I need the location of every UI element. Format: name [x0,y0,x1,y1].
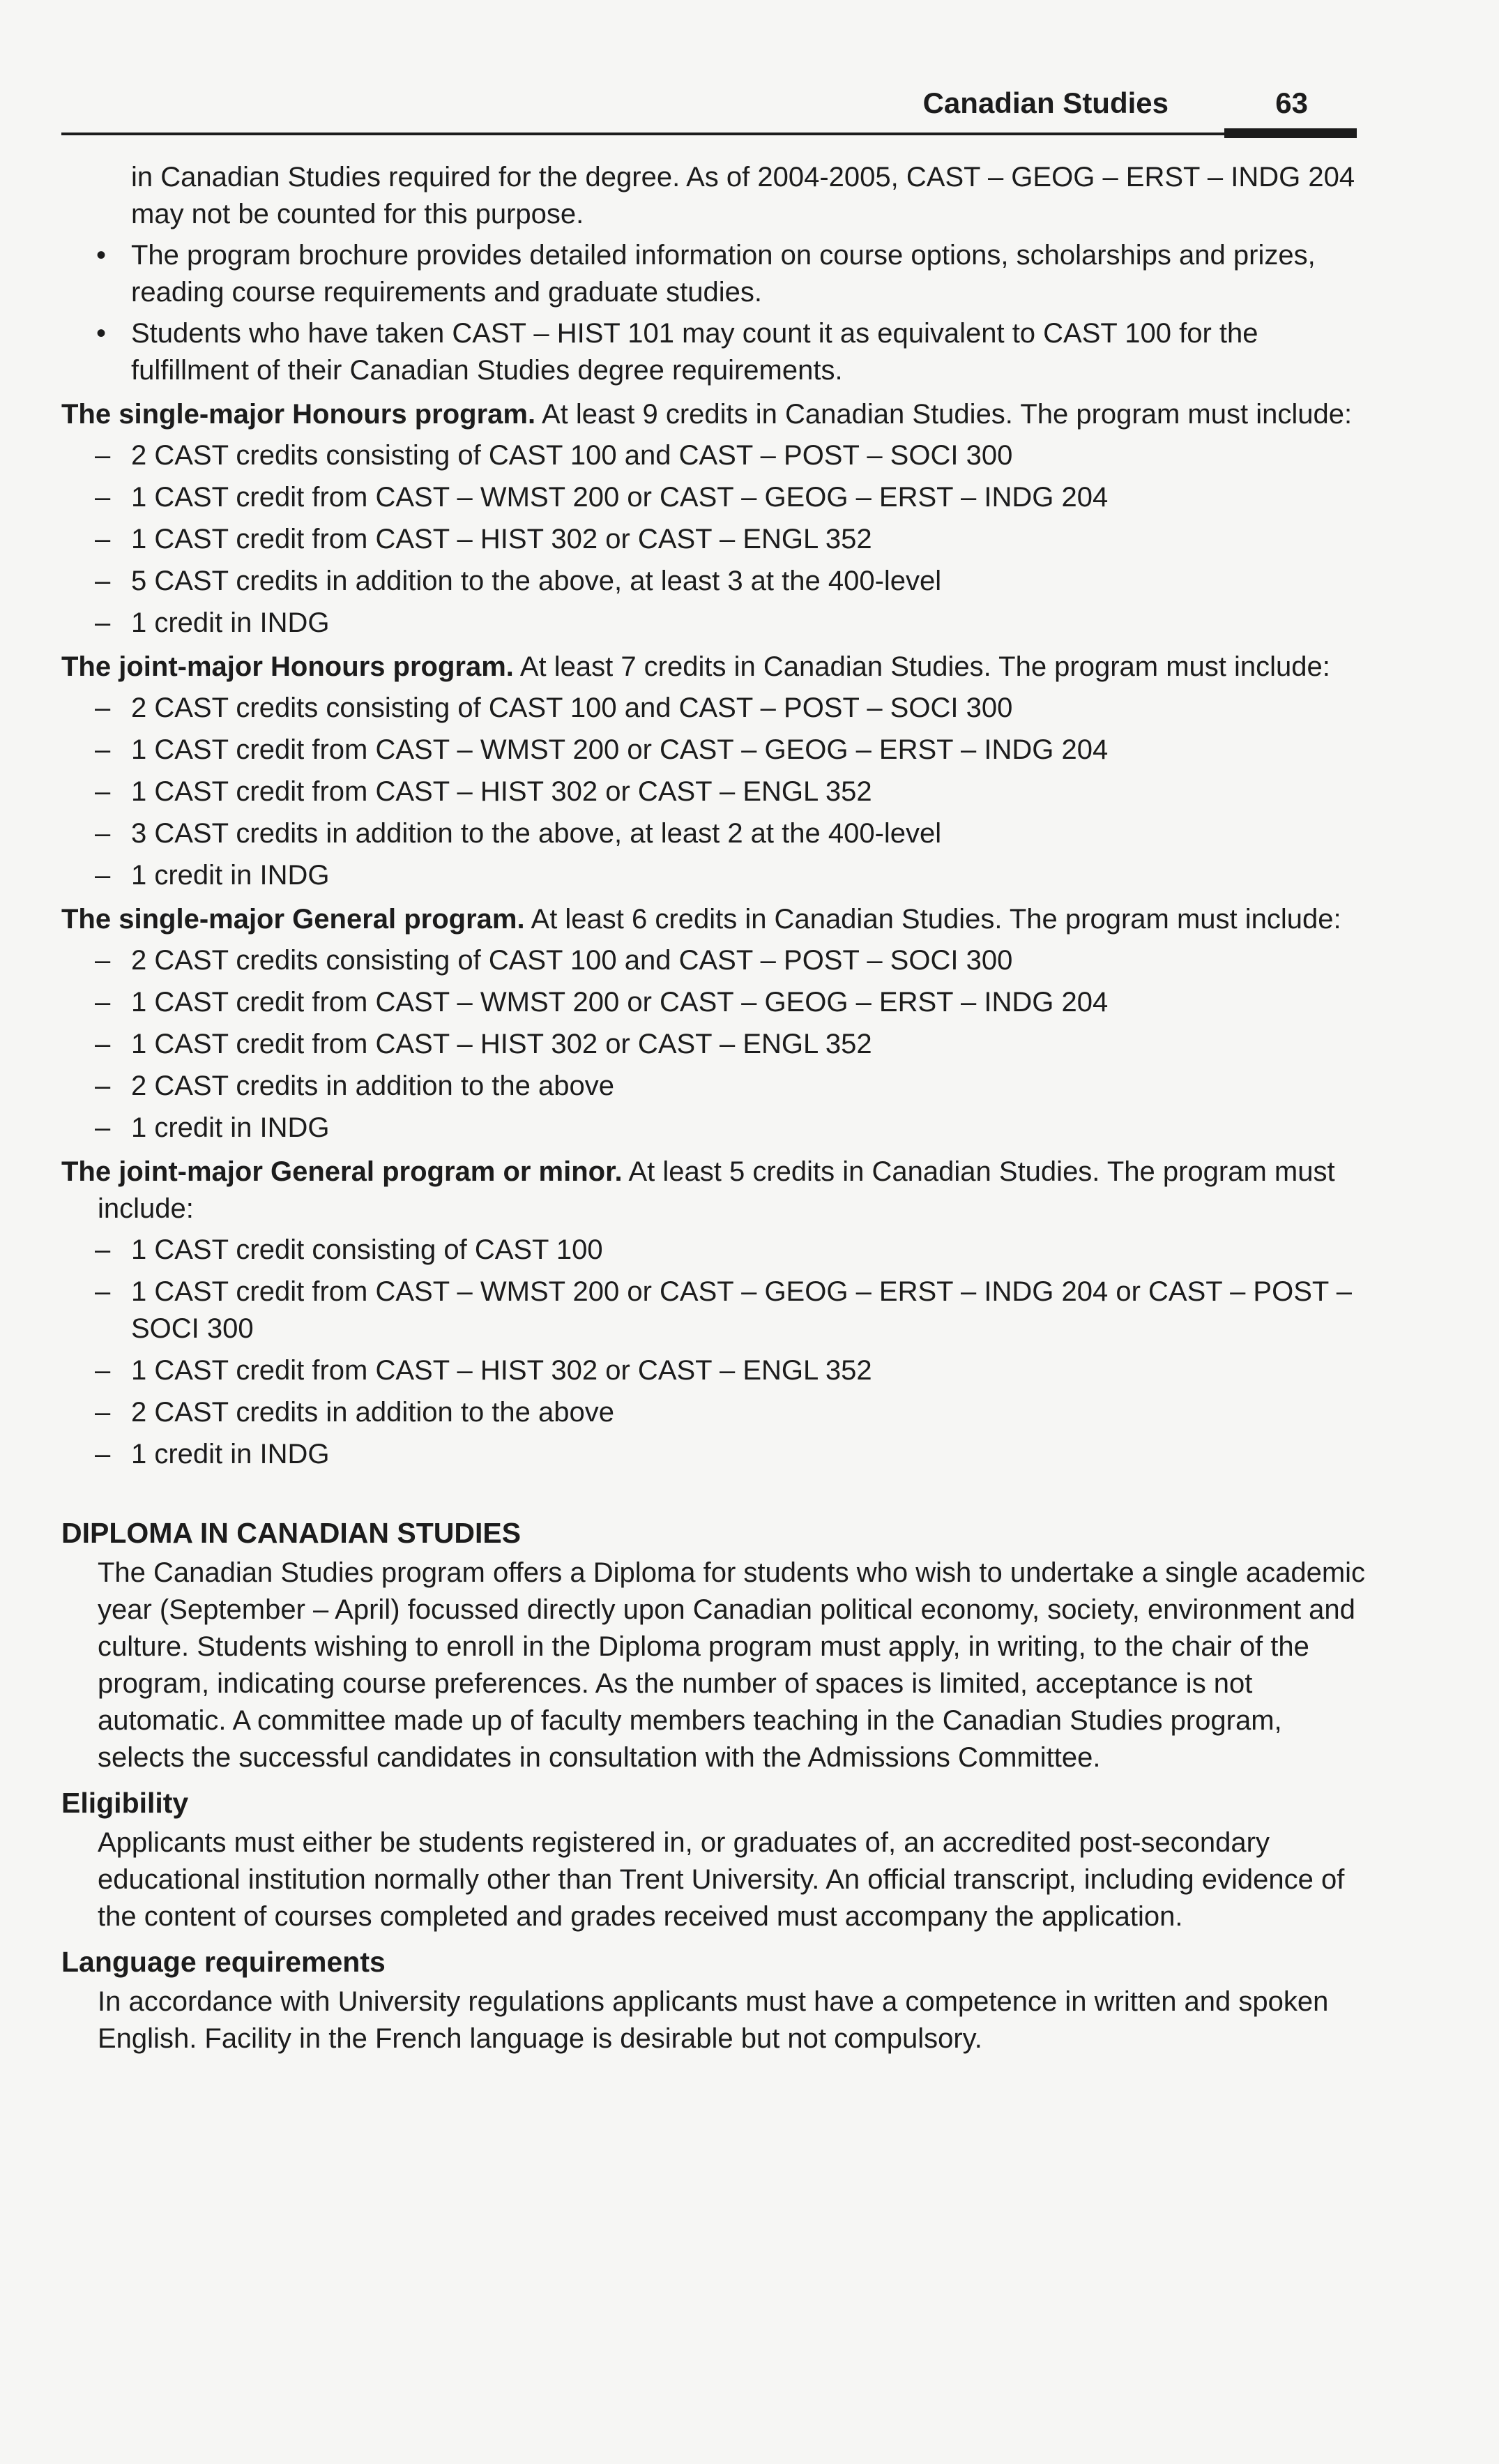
requirement-list [61,690,1372,894]
dash-icon: – [95,776,111,807]
diploma-body: The Canadian Studies program offers a Diploma for students who wish to undertake a single academic year (September – April) focussed directly upon Canadian political economy, society, environment and culture. Students wishing to enroll in the Diploma program must apply, in writing, to the chair of the program, indicating course preferences. As the number of spaces is limited, acceptance is not automatic. A committee made up of faculty members teaching in the Canadian Studies program, selects the successful candidates in consultation with the Admissions Committee. [98,1557,1366,1773]
program-summary: At least 5 credits in Canadian Studies. The program must include: [98,1156,1335,1224]
list-item [61,237,1372,311]
dash-icon: – [95,1397,111,1428]
dash-icon: – [95,987,111,1018]
requirement-text: 1 CAST credit from CAST – HIST 302 or CAST – ENGL 352 [131,1029,872,1059]
dash-icon: – [95,607,111,638]
list-item [61,315,1372,389]
list-item [61,1026,1372,1063]
program-summary: At least 7 credits in Canadian Studies. The program must include: [519,651,1330,682]
list-item [61,1232,1372,1269]
page-header [61,84,1357,139]
list-item [61,857,1372,894]
list-item [61,690,1372,727]
program-summary: At least 9 credits in Canadian Studies. The program must include: [541,399,1353,430]
list-item [61,815,1372,852]
intro-bullet-list [61,237,1372,389]
list-item [61,605,1372,642]
dash-icon: – [95,524,111,554]
eligibility-heading: Eligibility [61,1787,189,1819]
requirement-text: 1 credit in INDG [131,1439,330,1469]
program-heading [61,901,1372,938]
intro-continued-text: in Canadian Studies required for the degree. As of 2004-2005, CAST – GEOG – ERST – INDG 204 may not be counted for this purpose. [131,162,1355,229]
dash-icon: – [95,566,111,596]
requirement-list [61,1232,1372,1473]
requirement-text: 1 CAST credit from CAST – WMST 200 or CAST – GEOG – ERST – INDG 204 [131,734,1109,765]
requirement-text: 2 CAST credits in addition to the above [131,1071,615,1101]
requirement-text: 2 CAST credits consisting of CAST 100 and CAST – POST – SOCI 300 [131,693,1013,723]
dash-icon: – [95,1276,111,1307]
list-item [61,1352,1372,1389]
program-joint-major-honours [61,649,1372,894]
list-item [61,479,1372,516]
page-content [61,159,1372,2057]
bullet-text: The program brochure provides detailed information on course options, scholarships and prizes, reading course requirements and graduate studies. [131,240,1316,308]
requirement-text: 5 CAST credits in addition to the above, at least 3 at the 400-level [131,566,942,596]
running-title: Canadian Studies [922,86,1169,119]
program-heading [61,1154,1372,1227]
requirement-text: 2 CAST credits in addition to the above [131,1397,615,1428]
requirement-text: 1 credit in INDG [131,860,330,891]
requirement-text: 1 CAST credit from CAST – WMST 200 or CAST – GEOG – ERST – INDG 204 [131,482,1109,513]
program-joint-major-general-or-minor [61,1154,1372,1473]
language-body: In accordance with University regulations applicants must have a competence in written and spoken English. Facility in the French language is desirable but not compulsory. [98,1986,1329,2054]
dash-icon: – [95,1234,111,1265]
header-rule [61,133,1357,135]
dash-icon: – [95,1355,111,1386]
program-heading [61,396,1372,433]
dash-icon: – [95,1439,111,1469]
program-single-major-honours [61,396,1372,642]
program-title: The joint-major Honours program. [61,651,514,682]
header-tab-marker [1224,128,1357,138]
bullet-text: Students who have taken CAST – HIST 101 may count it as equivalent to CAST 100 for the fulfillment of their Canadian Studies degree requirements. [131,318,1258,386]
list-item [61,521,1372,558]
requirement-text: 1 credit in INDG [131,1112,330,1143]
requirement-text: 3 CAST credits in addition to the above, at least 2 at the 400-level [131,818,942,849]
requirement-text: 1 credit in INDG [131,607,330,638]
list-item [61,563,1372,600]
program-title: The joint-major General program or minor. [61,1156,623,1187]
dash-icon: – [95,818,111,849]
list-item [61,942,1372,979]
requirement-text: 1 CAST credit from CAST – HIST 302 or CAST – ENGL 352 [131,776,872,807]
dash-icon: – [95,482,111,513]
bullet-icon: • [96,240,107,271]
requirement-list [61,437,1372,642]
language-heading: Language requirements [61,1946,386,1978]
diploma-heading: DIPLOMA IN CANADIAN STUDIES [61,1517,522,1549]
list-item [61,1394,1372,1431]
requirement-text: 1 CAST credit from CAST – WMST 200 or CAST – GEOG – ERST – INDG 204 or CAST – POST – SOCI 300 [131,1276,1352,1344]
dash-icon: – [95,1029,111,1059]
requirement-text: 1 CAST credit from CAST – WMST 200 or CAST – GEOG – ERST – INDG 204 [131,987,1109,1018]
list-item [61,437,1372,474]
requirement-list [61,942,1372,1147]
list-item [61,773,1372,810]
requirement-text: 2 CAST credits consisting of CAST 100 and CAST – POST – SOCI 300 [131,945,1013,976]
dash-icon: – [95,440,111,471]
list-item [61,1068,1372,1105]
list-item [61,1436,1372,1473]
program-title: The single-major General program. [61,904,525,935]
eligibility-body: Applicants must either be students registered in, or graduates of, an accredited post-secondary educational institution normally other than Trent University. An official transcript, including evidence of the content of courses completed and grades received must accompany the application. [98,1827,1345,1932]
bullet-icon: • [96,318,107,349]
list-item [61,984,1372,1021]
program-heading [61,649,1372,686]
dash-icon: – [95,1112,111,1143]
dash-icon: – [95,1071,111,1101]
list-item [61,1273,1372,1347]
dash-icon: – [95,693,111,723]
dash-icon: – [95,945,111,976]
requirement-text: 1 CAST credit consisting of CAST 100 [131,1234,603,1265]
dash-icon: – [95,860,111,891]
list-item [61,732,1372,769]
requirement-text: 2 CAST credits consisting of CAST 100 and CAST – POST – SOCI 300 [131,440,1013,471]
list-item [61,1110,1372,1147]
program-summary: At least 6 credits in Canadian Studies. The program must include: [531,904,1341,935]
program-single-major-general [61,901,1372,1147]
requirement-text: 1 CAST credit from CAST – HIST 302 or CAST – ENGL 352 [131,1355,872,1386]
requirement-text: 1 CAST credit from CAST – HIST 302 or CAST – ENGL 352 [131,524,872,554]
page-number: 63 [1275,86,1308,119]
dash-icon: – [95,734,111,765]
program-title: The single-major Honours program. [61,399,536,430]
